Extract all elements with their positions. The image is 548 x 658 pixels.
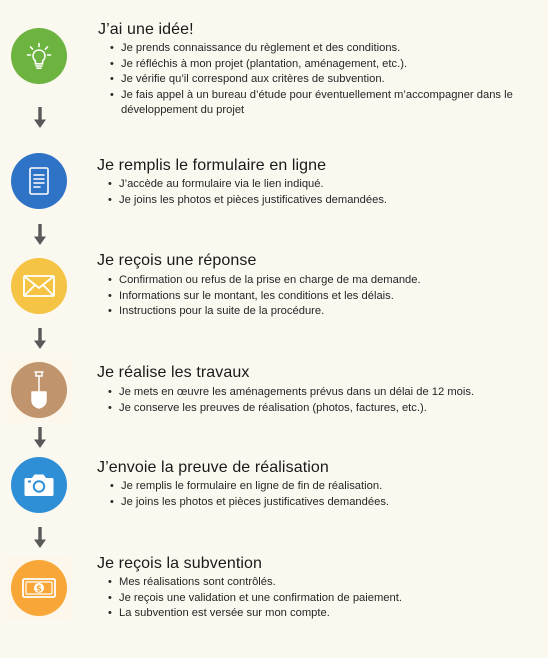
step-3-title: Je reçois une réponse <box>97 252 257 269</box>
step-1-title: J’ai une idée! <box>98 21 194 38</box>
list-item: • J’accède au formulaire via le lien indiqué. <box>108 177 533 193</box>
lightbulb-icon <box>23 40 55 72</box>
camera-icon <box>23 472 55 498</box>
step-3-badge <box>11 258 67 314</box>
down-arrow-icon <box>34 328 46 350</box>
step-2-list <box>108 177 533 208</box>
step-6-list <box>108 575 533 622</box>
step-1-badge <box>11 28 67 84</box>
list-item: • Je fais appel à un bureau d’étude pour éventuellement m’accompagner dans le développement du projet <box>110 88 535 119</box>
list-item: • Confirmation ou refus de la prise en charge de ma demande. <box>108 273 533 289</box>
step-3-list <box>108 273 533 320</box>
list-item: • La subvention est versée sur mon compte. <box>108 606 533 622</box>
step-2-title: Je remplis le formulaire en ligne <box>97 157 327 174</box>
step-5-title: J’envoie la preuve de réalisation <box>97 459 329 476</box>
down-arrow-icon <box>34 527 46 549</box>
list-item: • Je réfléchis à mon projet (plantation, aménagement, etc.). <box>110 57 535 73</box>
step-4-badge <box>11 362 67 418</box>
list-item: • Informations sur le montant, les conditions et les délais. <box>108 289 533 305</box>
step-2-badge <box>11 153 67 209</box>
list-item: • Je prends connaissance du règlement et des conditions. <box>110 41 535 57</box>
down-arrow-icon <box>34 224 46 246</box>
list-item: • Je joins les photos et pièces justificatives demandées. <box>110 495 535 511</box>
shovel-icon <box>25 370 53 410</box>
step-5-list <box>110 479 535 510</box>
step-4-list <box>108 385 538 416</box>
document-icon <box>24 165 54 197</box>
list-item: • Instructions pour la suite de la procédure. <box>108 304 533 320</box>
step-1-list <box>110 41 535 119</box>
list-item: • Je vérifie qu’il correspond aux critères de subvention. <box>110 72 535 88</box>
list-item: • Je joins les photos et pièces justificatives demandées. <box>108 193 533 209</box>
step-5-badge <box>11 457 67 513</box>
list-item: • Mes réalisations sont contrôlés. <box>108 575 533 591</box>
list-item: • Je conserve les preuves de réalisation (photos, factures, etc.). <box>108 401 538 417</box>
step-6-title: Je reçois la subvention <box>97 555 263 572</box>
list-item: • Je remplis le formulaire en ligne de fin de réalisation. <box>110 479 535 495</box>
step-6-badge <box>11 560 67 616</box>
list-item: • Je mets en œuvre les aménagements prévus dans un délai de 12 mois. <box>108 385 538 401</box>
down-arrow-icon <box>34 107 46 129</box>
svg-text:$: $ <box>36 584 42 595</box>
banknote-icon <box>21 576 57 600</box>
step-4-title: Je réalise les travaux <box>97 364 250 381</box>
down-arrow-icon <box>34 427 46 449</box>
list-item: • Je reçois une validation et une confirmation de paiement. <box>108 591 533 607</box>
envelope-icon <box>22 273 56 299</box>
